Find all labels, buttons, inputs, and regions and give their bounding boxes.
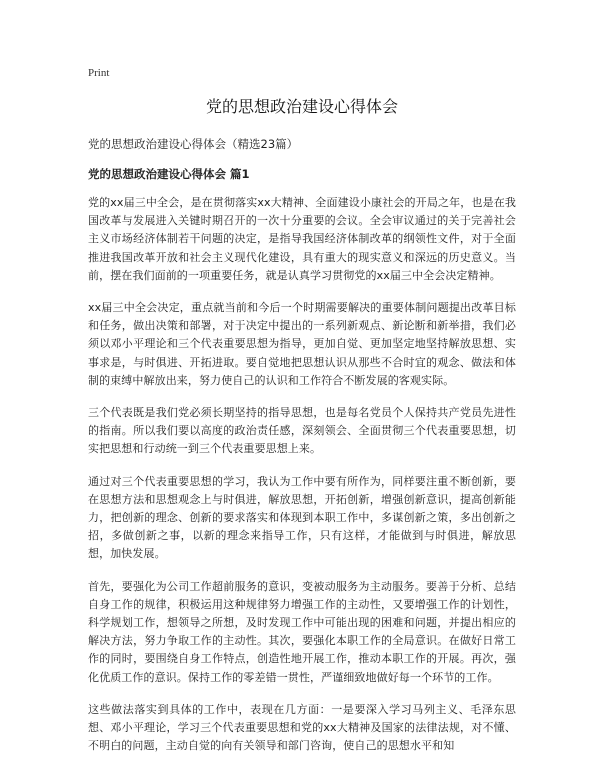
- paragraph: 首先，要强化为公司工作超前服务的意识，变被动服务为主动服务。要善于分析、总结自身工作的规律，积极运用这种规律努力增强工作的主动性，又要增强工作的计划性，科学规划工作，想领导之所想，及时发现工作中可能出现的困难和问题，并提出相应的解决方法，努力争取工作的主动性。其次，要强化本职工作的全局意识。在做好日常工作的同时，要围绕自身工作特点，创造性地开展工作，推动本职工作的开展。再次，强化优质工作的意识。保持工作的零差错一贯性，严谨细致地做好每一个环节的工作。: [88, 579, 516, 684]
- document-subtitle: 党的思想政治建设心得体会（精选23篇）: [88, 137, 299, 151]
- section-heading: 党的思想政治建设心得体会 篇1: [88, 167, 250, 181]
- paragraph: 三个代表既是我们党必须长期坚持的指导思想，也是每名党员个人保持共产党员先进性的指南。所以我们要以高度的政治责任感，深刻领会、全面贯彻三个代表重要思想，切实把思想和行动统一到三个代表重要思想上来。: [88, 406, 516, 456]
- document-page: [88, 66, 516, 769]
- paragraph: xx届三中全会决定，重点就当前和今后一个时期需要解决的重要体制问题提出改革目标和任务，做出决策和部署，对于决定中提出的一系列新观点、新论断和新举措，我们必须以邓小平理论和三个代表重要思想为指导，更加自觉、更加坚定地坚持解放思想、实事求是，与时俱进、开拓进取。要自觉地把思想认识从那些不合时宜的观念、做法和体制的束缚中解放出来，努力使自己的认识和工作符合不断发展的客观实际。: [88, 301, 516, 387]
- document-title: 党的思想政治建设心得体会: [205, 97, 398, 116]
- paragraph: 党的xx届三中全会，是在贯彻落实xx大精神、全面建设小康社会的开局之年，也是在我国改革与发展进入关键时期召开的一次十分重要的会议。全会审议通过的关于完善社会主义市场经济体制若干问题的决定，是指导我国经济体制改革的纲领性文件，对于全面推进我国改革开放和社会主义现代化建设，具有重大的现实意义和深远的历史意义。当前，摆在我们面前的一项重要任务，就是认真学习贯彻党的xx届三中全会决定精神。: [88, 196, 516, 282]
- print-link[interactable]: Print: [88, 67, 110, 79]
- paragraph: 这些做法落实到具体的工作中，表现在几方面：一是要深入学习马列主义、毛泽东思想、邓小平理论，学习三个代表重要思想和党的xx大精神及国家的法律法规，对不懂、不明白的问题，主动自觉的向有关领导和部门咨询，使自己的思想水平和知: [88, 702, 516, 753]
- paragraph: 通过对三个代表重要思想的学习，我认为工作中要有所作为，同样要注重不断创新，要在思想方法和思想观念上与时俱进，解放思想，开拓创新，增强创新意识，提高创新能力，把创新的理念、创新的要求落实和体现到本职工作中，多谋创新之策，多出创新之招，多做创新之事，以新的理念来指导工作，只有这样，才能做到与时俱进，解放思想，加快发展。: [88, 474, 516, 561]
